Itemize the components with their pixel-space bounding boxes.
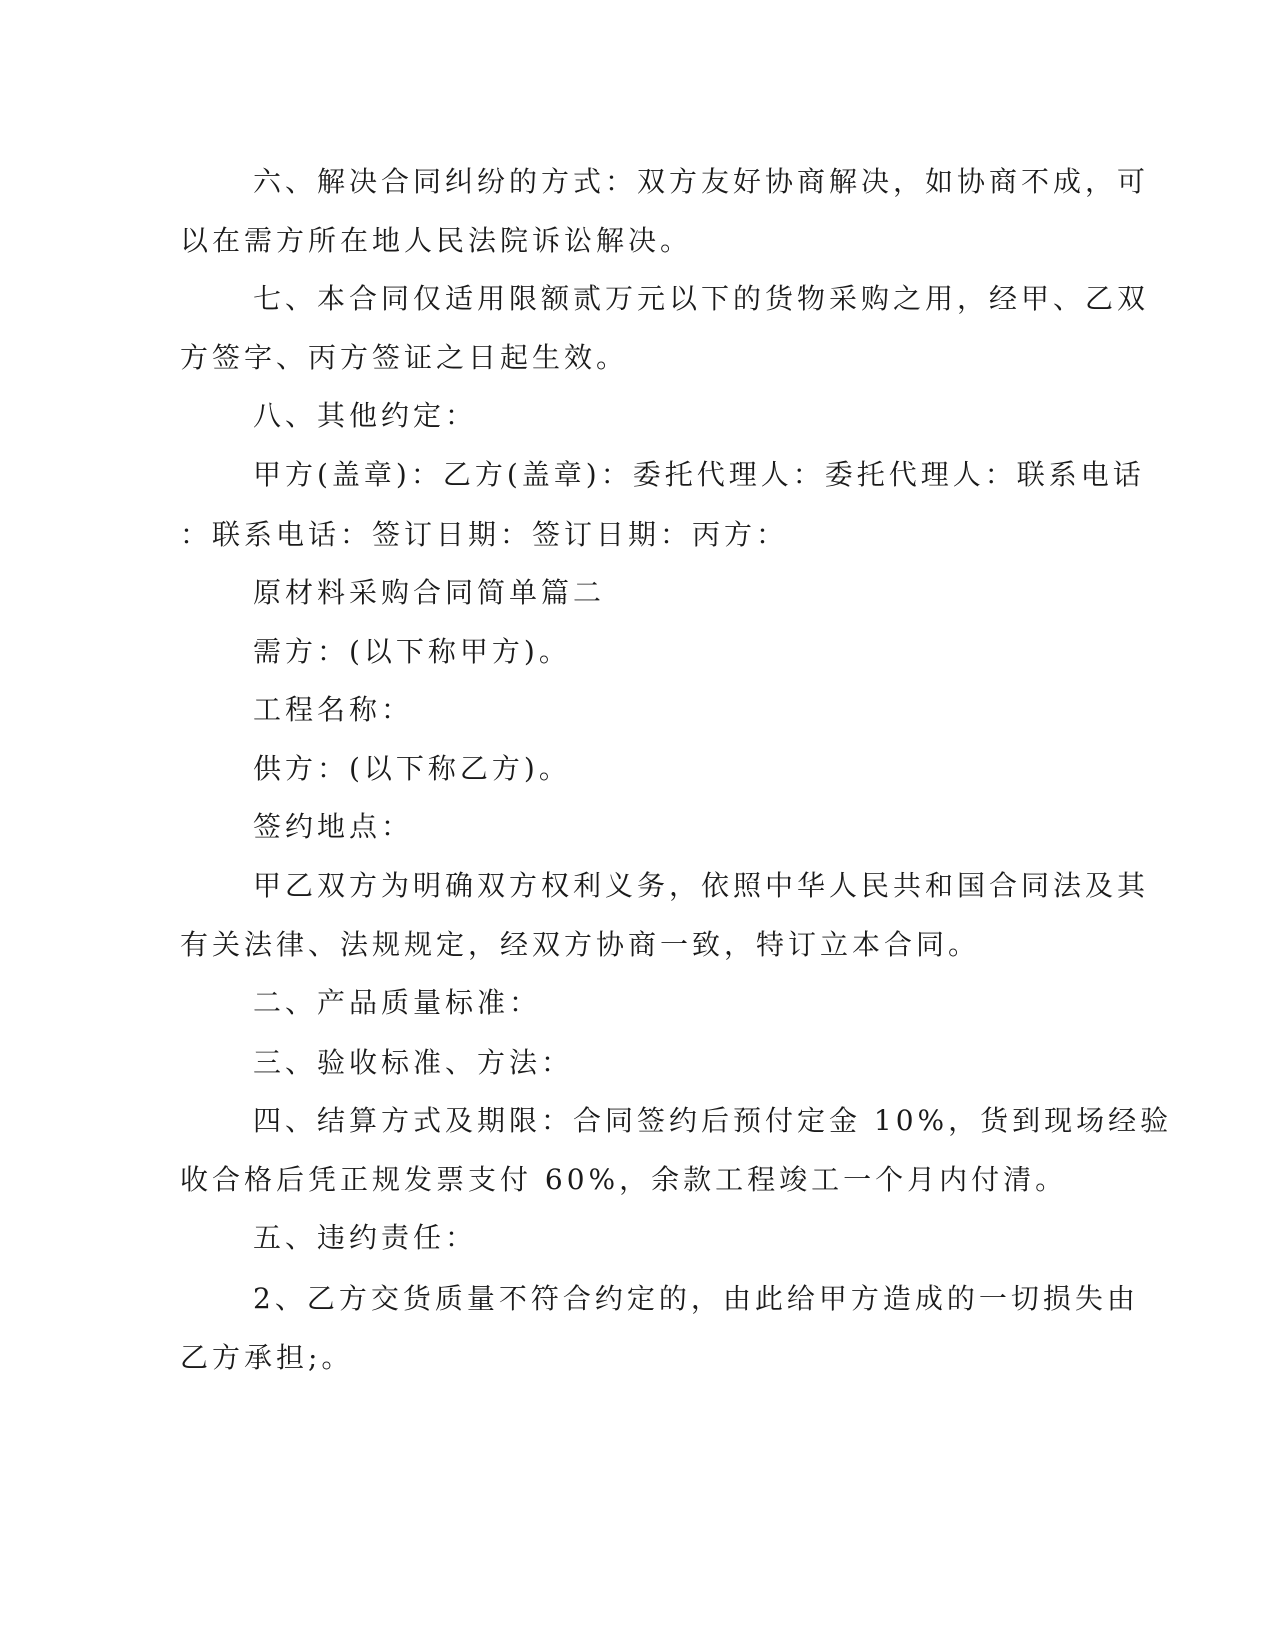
section-heading: 原材料采购合同简单篇二	[253, 576, 606, 609]
paragraph-line: 收合格后凭正规发票支付 60%，余款工程竣工一个月内付清。	[180, 1163, 1068, 1196]
paragraph-line: 签约地点：	[253, 810, 414, 843]
paragraph-line: 工程名称：	[253, 693, 414, 726]
paragraph-line: 五、违约责任：	[253, 1221, 478, 1254]
paragraph-line: 需方：(以下称甲方)。	[253, 635, 571, 668]
paragraph-line: 二、产品质量标准：	[253, 986, 542, 1019]
paragraph-line: 2、乙方交货质量不符合约定的，由此给甲方造成的一切损失由	[253, 1282, 1139, 1315]
paragraph-line: 甲乙双方为明确双方权利义务，依照中华人民共和国合同法及其	[253, 869, 1150, 902]
paragraph-line: 甲方(盖章)：乙方(盖章)：委托代理人：委托代理人：联系电话	[253, 458, 1145, 491]
paragraph-line: 四、结算方式及期限：合同签约后预付定金 10%，货到现场经验	[253, 1104, 1173, 1137]
paragraph-line: ：联系电话：签订日期：签订日期：丙方：	[180, 518, 789, 551]
paragraph-line: 六、解决合同纠纷的方式：双方友好协商解决，如协商不成，可	[253, 165, 1150, 198]
paragraph-line: 以在需方所在地人民法院诉讼解决。	[180, 224, 693, 257]
paragraph-line: 八、其他约定：	[253, 399, 478, 432]
paragraph-line: 三、验收标准、方法：	[253, 1046, 574, 1079]
paragraph-line: 乙方承担;。	[180, 1341, 354, 1374]
paragraph-line: 方签字、丙方签证之日起生效。	[180, 341, 629, 374]
paragraph-line: 有关法律、法规规定，经双方协商一致，特订立本合同。	[180, 928, 981, 961]
paragraph-line: 供方：(以下称乙方)。	[253, 752, 571, 785]
paragraph-line: 七、本合同仅适用限额贰万元以下的货物采购之用，经甲、乙双	[253, 282, 1150, 315]
